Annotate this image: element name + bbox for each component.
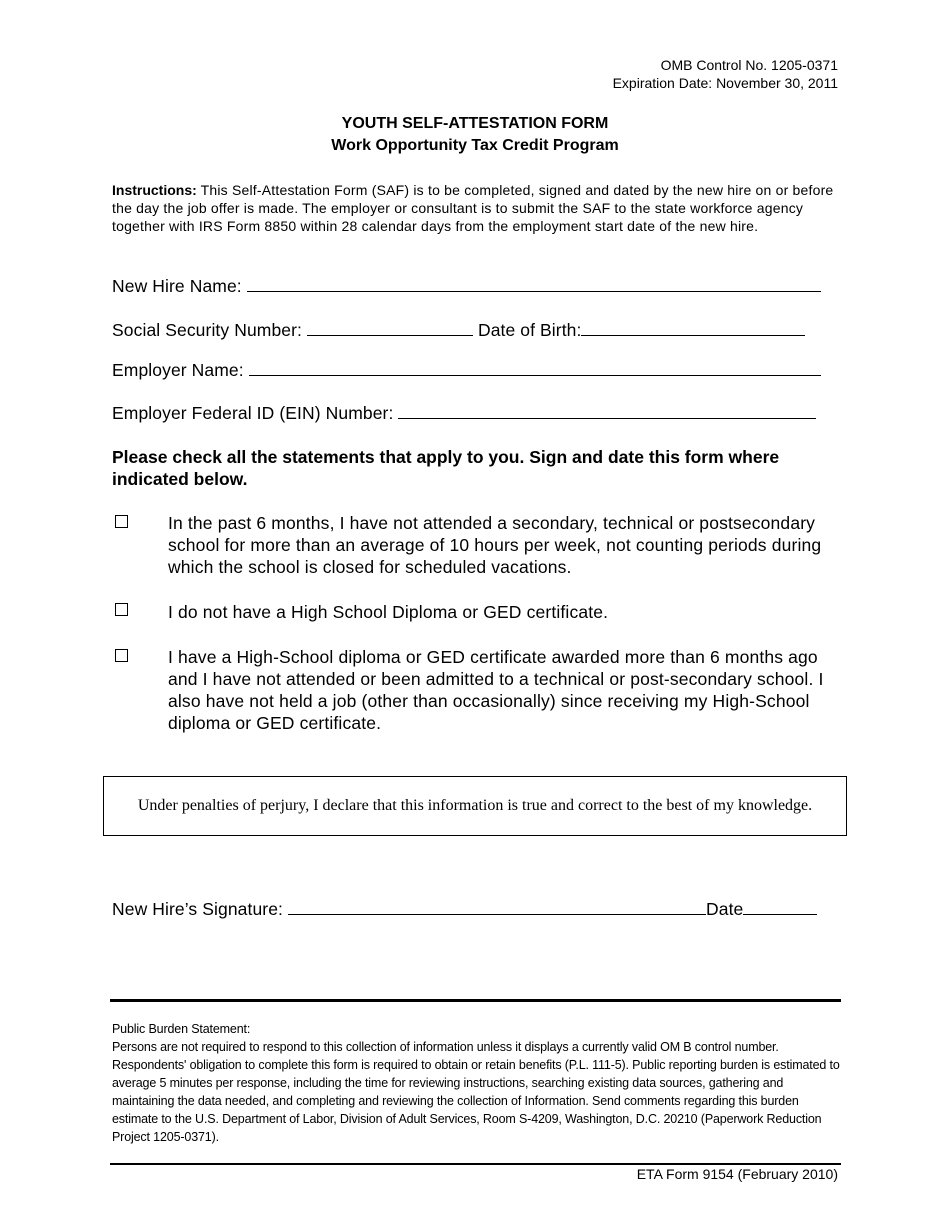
signature-field[interactable] bbox=[288, 900, 706, 915]
ssn-dob-row bbox=[112, 320, 805, 341]
ssn-field[interactable] bbox=[307, 321, 473, 336]
statement-2-checkbox[interactable] bbox=[115, 603, 128, 616]
statement-3-checkbox[interactable] bbox=[115, 649, 128, 662]
statement-1-text: In the past 6 months, I have not attended a secondary, technical or postsecondary school for more than an average of 10 hours per week, not counting periods during which the school is closed for scheduled vacations. bbox=[168, 513, 822, 577]
form-number: ETA Form 9154 (February 2010) bbox=[636, 1166, 838, 1182]
ein-row bbox=[112, 403, 816, 424]
statement-2-text: I do not have a High School Diploma or GED certificate. bbox=[168, 602, 609, 622]
new-hire-name-label: New Hire Name: bbox=[112, 276, 242, 296]
omb-control-number: OMB Control No. 1205-0371 bbox=[660, 57, 838, 73]
statement-1-checkbox[interactable] bbox=[115, 515, 128, 528]
check-heading: Please check all the statements that apply to you. Sign and date this form where indicated below. bbox=[112, 447, 780, 489]
dob-label: Date of Birth: bbox=[477, 320, 582, 340]
ein-field[interactable] bbox=[398, 404, 816, 419]
burden-title: Public Burden Statement: bbox=[112, 1022, 251, 1036]
statement-3-text: I have a High-School diploma or GED certificate awarded more than 6 months ago and I have not attended or been admitted to a technical or post-secondary school. I also have not held a job (other than occasionally) since receiving my High-School diploma or GED certificate. bbox=[168, 647, 824, 733]
new-hire-name-field[interactable] bbox=[247, 277, 821, 292]
employer-name-label: Employer Name: bbox=[112, 360, 244, 380]
employer-name-field[interactable] bbox=[249, 361, 821, 376]
form-subtitle: Work Opportunity Tax Credit Program bbox=[331, 137, 619, 154]
expiration-date: Expiration Date: November 30, 2011 bbox=[612, 75, 838, 91]
signature-label: New Hire’s Signature: bbox=[112, 899, 284, 919]
burden-divider bbox=[110, 999, 841, 1002]
new-hire-name-row bbox=[112, 276, 821, 297]
omb-header bbox=[613, 56, 838, 92]
employer-name-row bbox=[112, 360, 821, 381]
form-title: YOUTH SELF-ATTESTATION FORM bbox=[341, 115, 609, 132]
ssn-label: Social Security Number: bbox=[112, 320, 303, 340]
instructions bbox=[112, 181, 842, 235]
footer-divider bbox=[110, 1163, 841, 1165]
ein-label: Employer Federal ID (EIN) Number: bbox=[112, 403, 394, 423]
signature-date-label: Date bbox=[706, 899, 744, 919]
perjury-declaration: Under penalties of perjury, I declare that this information is true and correct to the best of my knowledge. bbox=[103, 776, 847, 836]
public-burden-statement bbox=[112, 1020, 847, 1146]
signature-date-field[interactable] bbox=[743, 900, 817, 915]
instructions-text: This Self-Attestation Form (SAF) is to be completed, signed and dated by the new hire on or before the day the job offer is made. The employer or consultant is to submit the SAF to the state workforce agency together with IRS Form 8850 within 28 calendar days from the employment start date of the new hire. bbox=[112, 182, 834, 234]
burden-text: Persons are not required to respond to this collection of information unless it displays a currently valid OM B control number. Respondents' obligation to complete this form is required to obtain or retain benefits (P.L. 111-5). Public reporting burden is estimated to average 5 minutes per response, including the time for reviewing instructions, searching existing data sources, gathering and maintaining the data needed, and completing and reviewing the collection of Information. Send comments regarding this burden estimate to the U.S. Department of Labor, Division of Adult Services, Room S-4209, Washington, D.C. 20210 (Paperwork Reduction Project 1205-0371). bbox=[112, 1040, 840, 1144]
instructions-label: Instructions: bbox=[112, 182, 197, 198]
signature-row bbox=[112, 899, 817, 920]
dob-field[interactable] bbox=[581, 321, 805, 336]
